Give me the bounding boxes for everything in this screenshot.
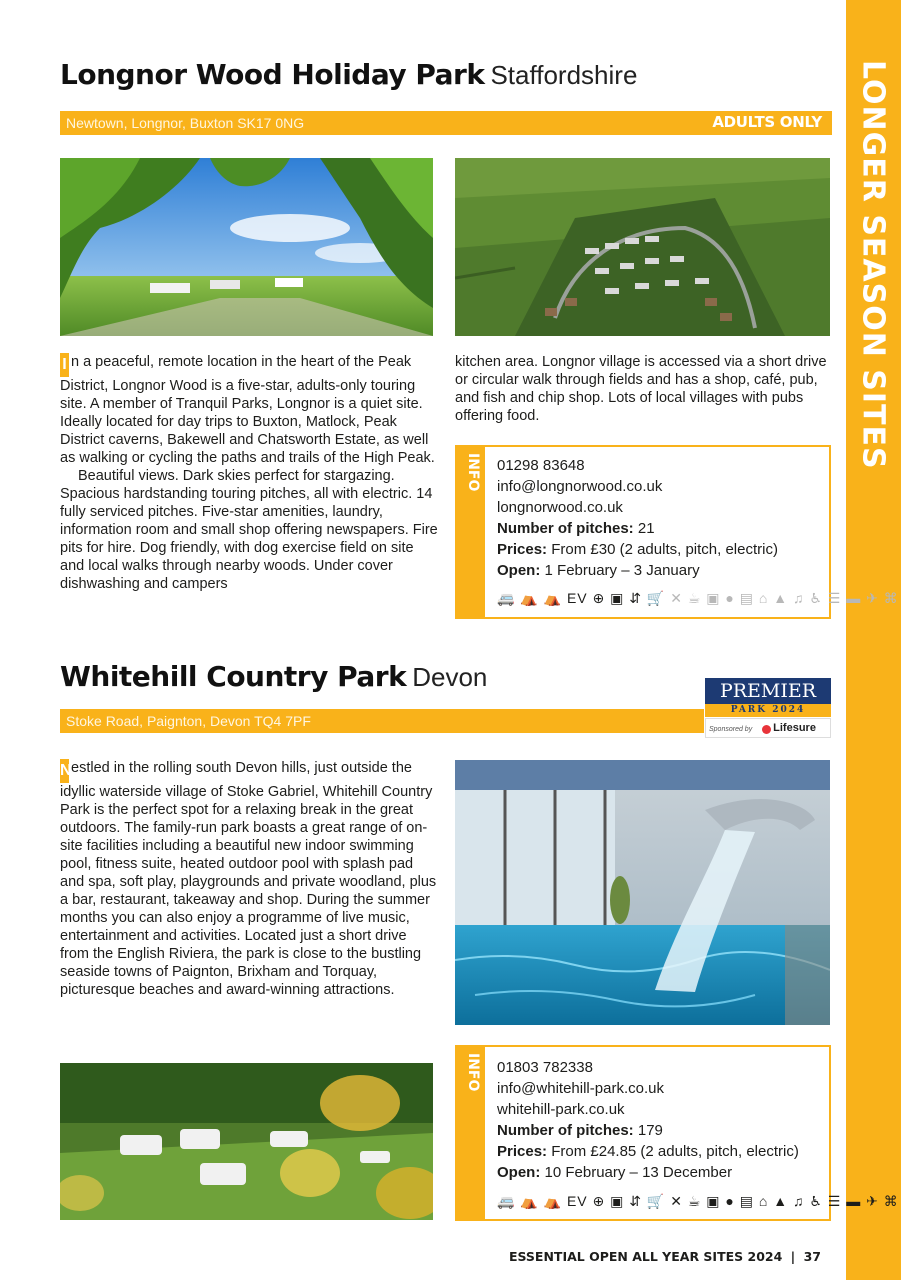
park2-county: Devon: [412, 662, 488, 692]
park1-email[interactable]: info@longnorwood.co.uk: [497, 478, 663, 495]
page-number: 37: [803, 1249, 821, 1264]
park1-para1: n a peaceful, remote location in the heart of the Peak District, Longnor Wood is a five-star, adults-only touring site. A member of Tranquil Parks, Longnor is a quiet site. Ideally located for day trips to Buxton, Matlock, Peak District caverns, Bakewell and Chatsworth Estate, as well as walking or cycling the paths and trails of the High Peak.: [60, 354, 435, 466]
park2-info-label: INFO: [465, 1053, 481, 1092]
park2-name: Whitehill Country Park: [60, 660, 407, 693]
park2-photo-caravans: [60, 1063, 433, 1220]
park2-para1: estled in the rolling south Devon hills, just outside the idyllic waterside village of Stoke Gabriel, Whitehill Country Park is the perfect spot for a relaxing break in the great outdoors. The family-run park boasts a great range of on-site facilities including a beautiful new indoor swimming pool, fitness suite, heated outdoor pool with splash pad and spa, soft play, playgrounds and private woodland, plus a bar, restaurant, takeaway and shop. During the summer months you can also enjoy a programme of live music, entertainment and activities. Located just a short drive from the English Riviera, the park is close to the bustling seaside towns of Paignton, Brixham and Torquay, picturesque beaches and award-winning attractions.: [60, 760, 437, 998]
premier-park-award: [705, 678, 831, 738]
park1-adults-only-badge: ADULTS ONLY: [712, 113, 822, 131]
park2-phone[interactable]: 01803 782338: [497, 1059, 593, 1076]
side-tab-label: LONGER SEASON SITES: [855, 60, 891, 470]
footer-title: ESSENTIAL OPEN ALL YEAR SITES 2024: [508, 1249, 783, 1264]
park2-title: [60, 660, 487, 693]
park2-info-box: [455, 1045, 899, 1221]
park1-name: Longnor Wood Holiday Park: [60, 58, 485, 91]
award-sponsor: [705, 718, 831, 738]
park1-title: [60, 58, 637, 91]
park2-email[interactable]: info@whitehill-park.co.uk: [497, 1080, 664, 1097]
footer-separator: |: [790, 1249, 796, 1264]
park1-website[interactable]: longnorwood.co.uk: [497, 499, 623, 516]
park2-dropcap: N: [60, 759, 69, 783]
park1-address-bar: [60, 111, 832, 135]
park1-description-col2: kitchen area. Longnor village is accessed via a short drive or circular walk through fields and has a shop, café, pub, and fish and chip shop. Lots of local villages with pubs offering food.: [455, 354, 827, 424]
park1-dropcap: I: [60, 353, 69, 377]
park1-description-col1: [60, 353, 438, 593]
park1-county: Staffordshire: [490, 60, 638, 90]
award-subtitle: PARK 2024: [705, 704, 831, 717]
park1-para2: Beautiful views. Dark skies perfect for stargazing. Spacious hardstanding touring pitches, all with electric. 14 fully serviced pitches. Five-star amenities, laundry, information room and small shop offering newspapers. Fire pits for hire. Dog friendly, with dog exercise field on site and local walks through nearby woods. Under cover dishwashing and campers: [60, 468, 438, 592]
park2-facility-icons: 🚐 ⛺ ⛺ EV ⊕ ▣ ⇵ 🛒 ✕ ☕ ▣ ● ▤ ⌂ ▲ ♫ ♿ ☰ ▬ ✈ ⌘: [497, 1193, 899, 1209]
park2-description: [60, 759, 438, 999]
park1-photo-grounds: [60, 158, 433, 336]
park2-prices: Prices: From £24.85 (2 adults, pitch, electric): [497, 1143, 799, 1160]
park1-facility-icons-off: ✕ ☕ ▣ ● ▤ ⌂ ▲ ♫ ♿ ☰ ▬ ✈ ⌘: [670, 590, 899, 606]
lifesure-logo-icon: [762, 725, 771, 734]
park1-open: Open: 1 February – 3 January: [497, 562, 700, 579]
park2-address: Stoke Road, Paignton, Devon TQ4 7PF: [66, 713, 311, 729]
park1-address: Newtown, Longnor, Buxton SK17 0NG: [66, 115, 305, 131]
park2-address-bar: [60, 709, 704, 733]
page-footer: [509, 1249, 821, 1264]
award-sponsor-name: Lifesure: [773, 722, 816, 734]
park2-pitches: Number of pitches: 179: [497, 1122, 663, 1139]
park1-prices: Prices: From £30 (2 adults, pitch, electric): [497, 541, 778, 558]
park1-photo-aerial: [455, 158, 830, 336]
park2-open: Open: 10 February – 13 December: [497, 1164, 733, 1181]
park1-facility-icons: [497, 590, 899, 607]
park1-info-label: INFO: [465, 453, 481, 492]
park2-photo-pool: [455, 760, 830, 1025]
park1-phone[interactable]: 01298 83648: [497, 457, 585, 474]
park1-pitches: Number of pitches: 21: [497, 520, 655, 537]
park1-facility-icons-on: 🚐 ⛺ ⛺ EV ⊕ ▣ ⇵ 🛒: [497, 590, 666, 606]
award-sponsor-prefix: Sponsored by: [709, 726, 753, 733]
park2-info-lines: [497, 1057, 799, 1183]
park1-info-box: [455, 445, 899, 619]
award-title: PREMIER: [705, 678, 831, 704]
park2-website[interactable]: whitehill-park.co.uk: [497, 1101, 625, 1118]
park1-info-lines: [497, 455, 778, 581]
